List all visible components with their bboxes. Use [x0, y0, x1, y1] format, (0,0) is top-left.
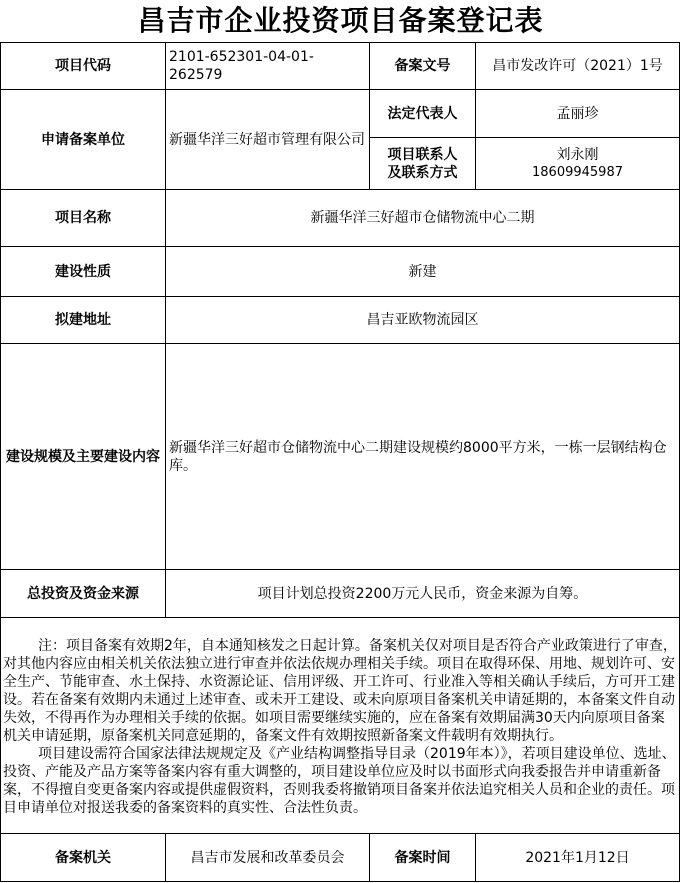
contact-label — [370, 138, 476, 190]
contact-name: 刘永刚 — [556, 146, 599, 163]
scale-label: 建设规模及主要建设内容 — [1, 344, 166, 570]
project-code-label: 项目代码 — [1, 43, 166, 90]
row-investment — [1, 570, 680, 618]
row-project-code — [1, 43, 680, 90]
note-paragraph-1: 注：项目备案有效期2年，自本通知核发之日起计算。备案机关仅对项目是否符合产业政策进行了审查，对其他内容应由相关机关依法独立进行审查并依法依规办理相关手续。项目在取得环保、用地、规划许可、安全生产、节能审查、水土保持、水资源论证、信用评级、开工许可、行业准入等相关确认手续后，方可开工建设。若在备案有效期内未通过上述审查、或未开工建设、或未向原项目备案机关申请延期的，本备案文件自动失效，不得再作为办理相关手续的依据。如项目需要继续实施的，应在备案有效期届满30天内向原项目备案机关申请延期，原备案机关同意延期的，备案文件有效期按照新备案文件载明有效期执行。 — [3, 637, 677, 744]
project-code-value: 2101-652301-04-01-262579 — [166, 43, 370, 90]
row-notes — [1, 618, 680, 834]
contact-value — [476, 138, 680, 190]
filing-doc-no-label: 备案文号 — [370, 43, 476, 90]
site-value: 昌吉亚欧物流园区 — [166, 297, 680, 344]
site-label: 拟建地址 — [1, 297, 166, 344]
row-construction-type — [1, 247, 680, 297]
filing-time-value: 2021年1月12日 — [476, 834, 680, 882]
project-name-label: 项目名称 — [1, 190, 166, 247]
note-paragraph-2: 项目建设需符合国家法律法规规定及《产业结构调整指导目录（2019年本）》，若项目建设单位、选址、投资、产能及产品方案等备案内容有重大调整的，项目建设单位应及时以书面形式向我委报告并申请重新备案，不得擅自变更备案内容或提供虚假资料，否则我委将撤销项目备案并依法追究相关人员和企业的责任。项目申请单位对报送我委的备案资料的真实性、合法性负责。 — [3, 745, 676, 816]
row-project-name — [1, 190, 680, 247]
contact-phone: 18609945987 — [532, 164, 623, 180]
construction-type-value: 新建 — [166, 247, 680, 297]
filing-time-label: 备案时间 — [370, 834, 476, 882]
form-title: 昌吉市企业投资项目备案登记表 — [137, 4, 544, 37]
project-name-value: 新疆华洋三好超市仓储物流中心二期 — [166, 190, 680, 247]
authority-label: 备案机关 — [1, 834, 166, 882]
filing-doc-no-value: 昌市发改许可（2021）1号 — [476, 43, 680, 90]
applicant-label: 申请备案单位 — [1, 90, 166, 190]
construction-type-label: 建设性质 — [1, 247, 166, 297]
applicant-value: 新疆华洋三好超市管理有限公司 — [166, 90, 370, 190]
notes-cell — [1, 618, 680, 834]
row-scale — [1, 344, 680, 570]
investment-value: 项目计划总投资2200万元人民币，资金来源为自筹。 — [166, 570, 680, 618]
filing-form-table — [0, 42, 680, 882]
row-site — [1, 297, 680, 344]
legal-rep-value: 孟丽珍 — [476, 90, 680, 138]
scale-value: 新疆华洋三好超市仓储物流中心二期建设规模约8000平方米，一栋一层钢结构仓库。 — [166, 344, 680, 570]
contact-label-line2: 及联系方式 — [387, 164, 458, 181]
row-applicant — [1, 90, 680, 138]
legal-rep-label: 法定代表人 — [370, 90, 476, 138]
investment-label: 总投资及资金来源 — [1, 570, 166, 618]
row-authority — [1, 834, 680, 882]
authority-value: 昌吉市发展和改革委员会 — [166, 834, 370, 882]
contact-label-line1: 项目联系人 — [387, 146, 458, 163]
